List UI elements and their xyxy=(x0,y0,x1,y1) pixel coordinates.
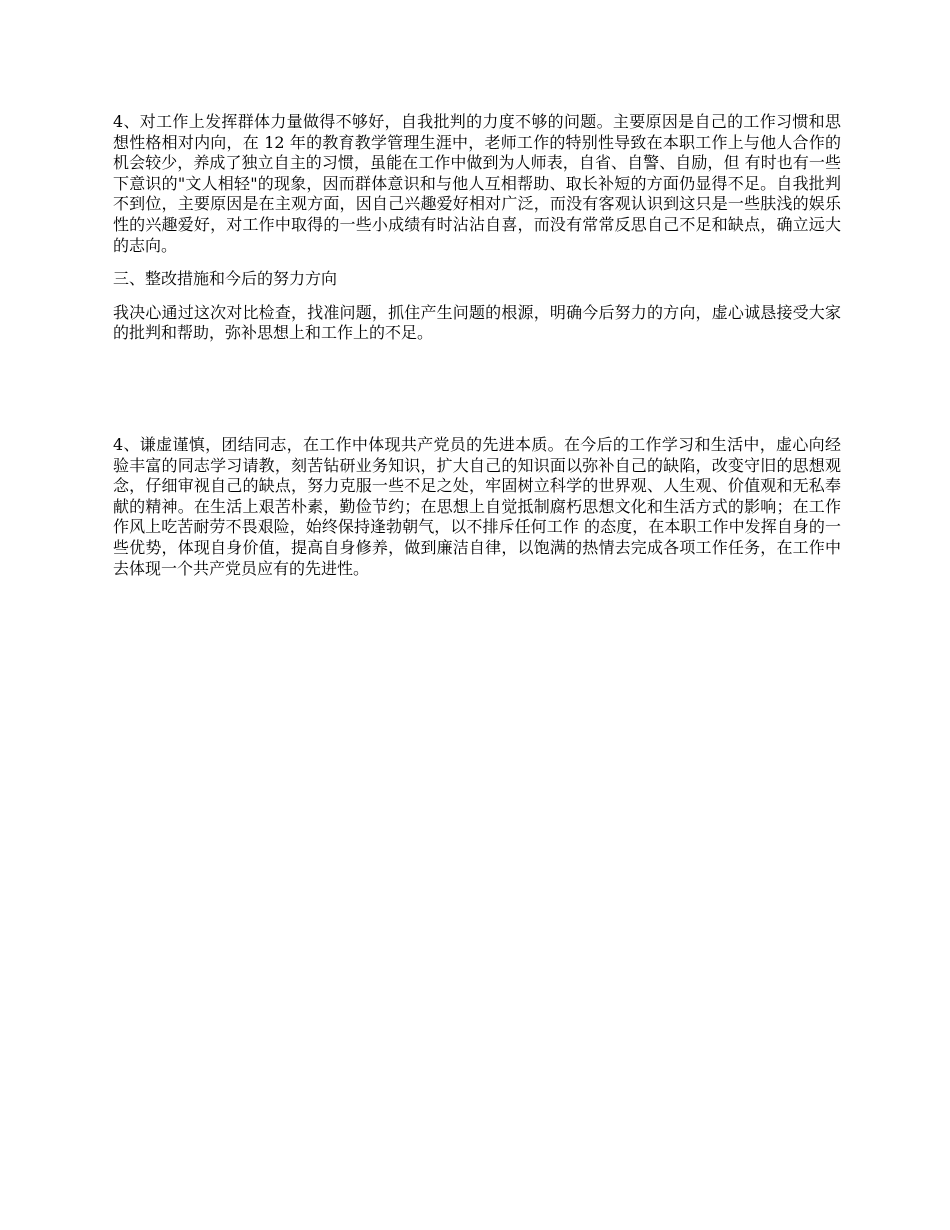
paragraph-shortcomings: 4、对工作上发挥群体力量做得不够好，自我批判的力度不够的问题。主要原因是自己的工作习惯和思想性格相对内向，在 12 年的教育教学管理生涯中，老师工作的特别性导致在本职工作上与他人合作的机会较少，养成了独立自主的习惯，虽能在工作中做到为人师表，自省、自警、自励，但 有时也有一些下意识的"文人相轻"的现象，因而群体意识和与他人互相帮助、取长补短的方面仍显得不足。自我批判不到位，主要原因是在主观方面，因自己兴趣爱好相对广泛，而没有客观认识到这只是一些肤浅的娱乐性的兴趣爱好，对工作中取得的一些小成绩有时沾沾自喜，而没有常常反思自己不足和缺点，确立远大的志向。 xyxy=(113,112,841,255)
section-heading-rectification: 三、整改措施和今后的努力方向 xyxy=(113,269,338,289)
paragraph-modesty-unity: 4、谦虚谨慎，团结同志，在工作中体现共产党员的先进本质。在今后的工作学习和生活中，虚心向经验丰富的同志学习请教，刻苦钻研业务知识，扩大自己的知识面以弥补自己的缺陷，改变守旧的思想观念，仔细审视自己的缺点，努力克服一些不足之处，牢固树立科学的世界观、人生观、价值观和无私奉献的精神。在生活上艰苦朴素，勤俭节约；在思想上自觉抵制腐朽思想文化和生活方式的影响；在工作作风上吃苦耐劳不畏艰险，始终保持逢勃朝气，以不排斥任何工作 的态度，在本职工作中发挥自身的一些优势，体现自身价值，提高自身修养，做到廉洁自律，以饱满的热情去完成各项工作任务，在工作中去体现一个共产党员应有的先进性。 xyxy=(113,434,841,578)
document-page xyxy=(113,112,841,579)
paragraph-resolution: 我决心通过这次对比检查，找准问题，抓住产生问题的根源，明确今后努力的方向，虚心诚恳接受大家的批判和帮助，弥补思想上和工作上的不足。 xyxy=(113,302,841,343)
